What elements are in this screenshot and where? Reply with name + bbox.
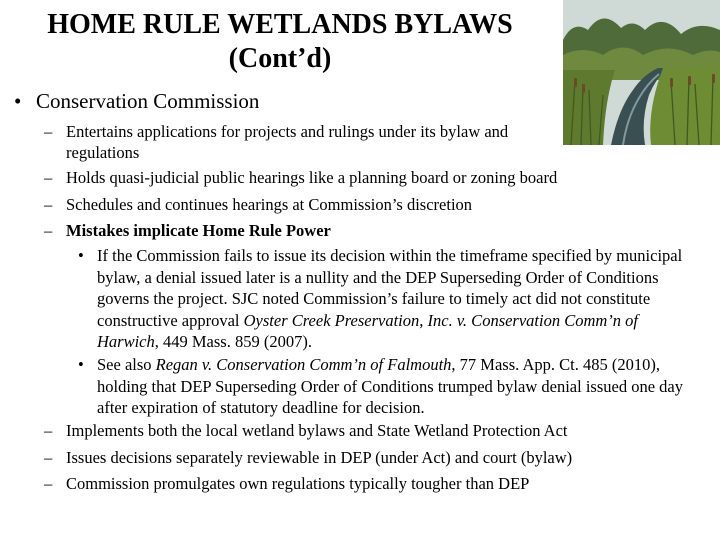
bullet-marker: • <box>14 89 22 113</box>
list-item <box>44 420 702 441</box>
mistakes-heading: Mistakes implicate Home Rule Power <box>66 221 331 240</box>
dot-marker: • <box>78 355 84 374</box>
dash-marker: – <box>44 474 53 493</box>
dot-marker: • <box>78 246 84 265</box>
list-item <box>44 473 702 494</box>
sub-bullet-regan <box>78 354 696 419</box>
title-line-1: HOME RULE WETLANDS BYLAWS <box>47 9 513 40</box>
dash-marker: – <box>44 221 53 240</box>
dash-marker: – <box>44 122 53 141</box>
main-bullet <box>14 88 259 114</box>
list-item-text: Commission promulgates own regulations typically tougher than DEP <box>66 474 530 493</box>
dash-marker: – <box>44 448 53 467</box>
list-item <box>44 447 702 468</box>
case-citation: Oyster Creek Preservation, Inc. v. Conservation Comm’n of Harwich <box>97 310 639 351</box>
list-item <box>44 167 702 188</box>
list-item-text: Entertains applications for projects and rulings under its bylaw and regulations <box>66 122 509 162</box>
list-item-text: Issues decisions separately reviewable in DEP (under Act) and court (bylaw) <box>66 448 573 467</box>
sub-bullet-text: See also Regan v. Conservation Comm’n of Falmouth, 77 Mass. App. Ct. 485 (2010), holding that DEP Superseding Order of Conditions trumped bylaw denial issued one day after expiration of statutory deadline for decision. <box>97 355 683 417</box>
list-item-text: Implements both the local wetland bylaws and State Wetland Protection Act <box>66 421 568 440</box>
title-line-2: (Cont’d) <box>228 43 332 74</box>
case-citation: Regan v. Conservation Comm’n of Falmouth <box>155 355 452 374</box>
list-item-text: Schedules and continues hearings at Commission’s discretion <box>66 195 473 214</box>
sub-bullet-text: If the Commission fails to issue its decision within the timeframe specified by municipal bylaw, a denial issued later is a nullity and the DEP Superseding Order of Conditions governs the project. SJC noted Commission’s failure to timely act did not constitute constructive approval Oyster Creek Preservation, Inc. v. Conservation Comm’n of Harwich, 449 Mass. 859 (2007). <box>97 246 683 351</box>
list-item <box>44 194 702 215</box>
main-bullet-text: Conservation Commission <box>36 89 260 113</box>
mistakes-heading-item <box>44 220 702 241</box>
dash-marker: – <box>44 168 53 187</box>
list-item-text: Holds quasi-judicial public hearings like a planning board or zoning board <box>66 168 558 187</box>
dash-marker: – <box>44 195 53 214</box>
dash-marker: – <box>44 421 53 440</box>
list-item <box>44 121 540 163</box>
sub-bullet-oyster-creek <box>78 245 696 353</box>
